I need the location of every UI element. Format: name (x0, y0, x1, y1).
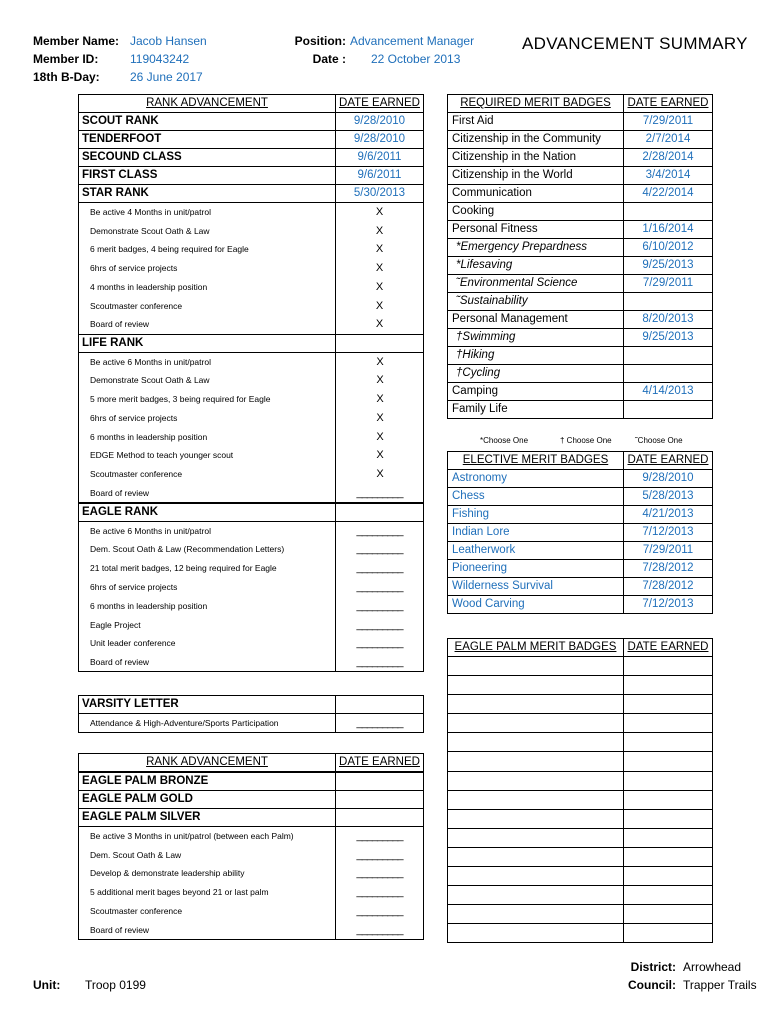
requirement-mark[interactable]: X (336, 352, 424, 371)
merit-badge-name: †Hiking (448, 347, 624, 365)
requirement-mark[interactable]: X (336, 221, 424, 240)
requirement-label: 6 merit badges, 4 being required for Eagle (79, 240, 336, 259)
bday-value: 26 June 2017 (130, 70, 203, 84)
rank-date[interactable]: 9/28/2010 (336, 131, 424, 149)
merit-badge-date[interactable] (624, 886, 713, 905)
merit-badge-date[interactable]: 7/29/2011 (624, 275, 713, 293)
merit-badge-name: Citizenship in the Nation (448, 149, 624, 167)
council-value: Trapper Trails (683, 978, 757, 992)
requirement-label: EDGE Method to teach younger scout (79, 446, 336, 465)
merit-badge-name: First Aid (448, 113, 624, 131)
merit-badge-name: Communication (448, 185, 624, 203)
requirement-mark[interactable]: X (336, 390, 424, 409)
requirement-mark[interactable]: _________ (336, 559, 424, 578)
merit-badge-date[interactable] (624, 676, 713, 695)
rank-name: TENDERFOOT (79, 131, 336, 149)
merit-badge-name[interactable] (448, 828, 624, 847)
varsity-date-cell[interactable] (336, 696, 424, 714)
merit-badge-date[interactable]: 7/29/2011 (624, 113, 713, 131)
requirement-mark[interactable]: X (336, 446, 424, 465)
rank-date[interactable] (336, 334, 424, 352)
merit-badge-date[interactable]: 4/21/2013 (624, 506, 713, 524)
merit-badge-name[interactable] (448, 733, 624, 752)
palm-name: EAGLE PALM SILVER (79, 809, 336, 827)
merit-badge-date[interactable] (624, 847, 713, 866)
merit-badge-name: †Cycling (448, 365, 624, 383)
varsity-title: VARSITY LETTER (79, 696, 336, 714)
merit-badge-date[interactable] (624, 293, 713, 311)
rank-date[interactable] (336, 503, 424, 522)
merit-badge-date[interactable]: 4/14/2013 (624, 383, 713, 401)
requirement-label: Scoutmaster conference (79, 902, 336, 921)
rank-col-header: RANK ADVANCEMENT (79, 754, 336, 773)
merit-badge-name: ˜Environmental Science (448, 275, 624, 293)
position-labels (294, 32, 346, 68)
merit-badge-date[interactable]: 7/28/2012 (624, 560, 713, 578)
merit-badge-date[interactable]: 9/25/2013 (624, 329, 713, 347)
requirement-mark[interactable]: _________ (336, 615, 424, 634)
merit-badge-name: Citizenship in the Community (448, 131, 624, 149)
requirement-label: Eagle Project (79, 615, 336, 634)
requirement-label: Dem. Scout Oath & Law (Recommendation Letters) (79, 540, 336, 559)
requirement-mark[interactable]: X (336, 259, 424, 278)
palm-name: EAGLE PALM BRONZE (79, 772, 336, 791)
rank-name: SCOUT RANK (79, 113, 336, 131)
merit-badge-name: Astronomy (448, 470, 624, 488)
merit-badge-name: Pioneering (448, 560, 624, 578)
merit-badge-name[interactable] (448, 771, 624, 790)
requirement-mark[interactable]: _________ (336, 864, 424, 883)
merit-badge-date[interactable]: 2/28/2014 (624, 149, 713, 167)
merit-badge-name: *Emergency Prepardness (448, 239, 624, 257)
member-id-value: 119043242 (130, 52, 190, 66)
merit-badge-name[interactable] (448, 809, 624, 828)
merit-badge-date[interactable] (624, 347, 713, 365)
merit-badge-date[interactable] (624, 924, 713, 943)
merit-badge-name[interactable] (448, 905, 624, 924)
merit-badge-date[interactable]: 6/10/2012 (624, 239, 713, 257)
requirement-mark[interactable]: X (336, 408, 424, 427)
merit-badge-name: Family Life (448, 401, 624, 419)
rank-date[interactable]: 9/28/2010 (336, 113, 424, 131)
merit-badge-name: Fishing (448, 506, 624, 524)
requirement-mark[interactable]: X (336, 296, 424, 315)
merit-badge-name[interactable] (448, 752, 624, 771)
requirement-label: 6hrs of service projects (79, 259, 336, 278)
rank-name: STAR RANK (79, 185, 336, 203)
requirement-label: Be active 6 Months in unit/patrol (79, 352, 336, 371)
merit-badge-date[interactable] (624, 790, 713, 809)
merit-badge-name: Indian Lore (448, 524, 624, 542)
palm-date[interactable] (336, 791, 424, 809)
merit-badge-name[interactable] (448, 867, 624, 886)
requirement-label: Unit leader conference (79, 634, 336, 653)
requirement-label: Scoutmaster conference (79, 465, 336, 484)
requirement-mark[interactable]: _________ (336, 827, 424, 846)
merit-badge-date[interactable] (624, 401, 713, 419)
requirement-label: Demonstrate Scout Oath & Law (79, 221, 336, 240)
merit-badge-date[interactable]: 1/16/2014 (624, 221, 713, 239)
requirement-mark[interactable]: _________ (336, 634, 424, 653)
requirement-label: 6 months in leadership position (79, 596, 336, 615)
requirement-label: Be active 4 Months in unit/patrol (79, 203, 336, 222)
varsity-letter-table (78, 695, 424, 733)
merit-badge-name: †Swimming (448, 329, 624, 347)
rank-col-header: RANK ADVANCEMENT (79, 95, 336, 113)
requirement-label: 5 additional merit bages beyond 21 or last palm (79, 883, 336, 902)
merit-badge-name: Personal Fitness (448, 221, 624, 239)
requirement-label: 5 more merit badges, 3 being required for Eagle (79, 390, 336, 409)
merit-badge-name: Personal Management (448, 311, 624, 329)
legend-star: *Choose One (480, 436, 529, 445)
merit-badge-date[interactable]: 9/25/2013 (624, 257, 713, 275)
merit-badge-name[interactable] (448, 676, 624, 695)
requirement-label: 4 months in leadership position (79, 278, 336, 297)
merit-badge-date[interactable] (624, 714, 713, 733)
unit-label: Unit: (33, 978, 61, 992)
merit-badge-date[interactable] (624, 828, 713, 847)
merit-badge-date[interactable]: 7/12/2013 (624, 596, 713, 614)
requirement-mark[interactable]: X (336, 203, 424, 222)
merit-badge-date[interactable] (624, 809, 713, 828)
requirement-label: 6hrs of service projects (79, 578, 336, 597)
requirement-mark[interactable]: X (336, 465, 424, 484)
requirement-mark[interactable]: _________ (336, 521, 424, 540)
merit-badge-name: *Lifesaving (448, 257, 624, 275)
merit-badge-name: Chess (448, 488, 624, 506)
required-badges-col-header: REQUIRED MERIT BADGES (448, 95, 624, 113)
requirement-mark[interactable]: _________ (336, 902, 424, 921)
requirement-label: Scoutmaster conference (79, 296, 336, 315)
merit-badge-name: Camping (448, 383, 624, 401)
merit-badge-date[interactable]: 4/22/2014 (624, 185, 713, 203)
merit-badge-name[interactable] (448, 886, 624, 905)
merit-badge-date[interactable] (624, 365, 713, 383)
requirement-mark[interactable]: _________ (336, 578, 424, 597)
merit-badge-name[interactable] (448, 924, 624, 943)
position-label: Position: (294, 34, 346, 48)
member-id-label: Member ID: (33, 52, 99, 66)
palm-name: EAGLE PALM GOLD (79, 791, 336, 809)
merit-badge-date[interactable] (624, 771, 713, 790)
rank-name: FIRST CLASS (79, 167, 336, 185)
requirement-label: Board of review (79, 484, 336, 503)
requirement-mark[interactable]: X (336, 371, 424, 390)
elective-merit-badges-table (447, 451, 713, 614)
requirement-mark[interactable]: X (336, 315, 424, 334)
requirement-mark[interactable]: X (336, 427, 424, 446)
varsity-mark[interactable]: _________ (336, 714, 424, 733)
required-merit-badges-table (447, 94, 713, 419)
legend-dagger: † Choose One (560, 436, 612, 445)
rank-advancement-table (78, 94, 424, 672)
requirement-label: Be active 6 Months in unit/patrol (79, 521, 336, 540)
date-earned-col-header: DATE EARNED (336, 754, 424, 773)
merit-badge-date[interactable]: 8/20/2013 (624, 311, 713, 329)
merit-badge-date[interactable]: 7/12/2013 (624, 524, 713, 542)
merit-badge-name: Wood Carving (448, 596, 624, 614)
requirement-mark[interactable]: _________ (336, 883, 424, 902)
requirement-label: Develop & demonstrate leadership ability (79, 864, 336, 883)
elective-badges-col-header: ELECTIVE MERIT BADGES (448, 452, 624, 470)
date-value: 22 October 2013 (371, 52, 461, 66)
requirement-mark[interactable]: _________ (336, 484, 424, 503)
member-name-label: Member Name: (33, 34, 120, 48)
member-name-value: Jacob Hansen (130, 34, 207, 48)
requirement-label: Demonstrate Scout Oath & Law (79, 371, 336, 390)
palm-rank-table (78, 753, 424, 940)
date-earned-col-header: DATE EARNED (624, 639, 713, 657)
member-values (130, 32, 207, 86)
merit-badge-name[interactable] (448, 847, 624, 866)
merit-badge-date[interactable]: 7/28/2012 (624, 578, 713, 596)
merit-badge-date[interactable]: 2/7/2014 (624, 131, 713, 149)
requirement-mark[interactable]: _________ (336, 653, 424, 672)
palm-badges-col-header: EAGLE PALM MERIT BADGES (448, 639, 624, 657)
merit-badge-name[interactable] (448, 695, 624, 714)
requirement-label: Board of review (79, 315, 336, 334)
date-label: Date : (312, 52, 346, 66)
requirement-label: Dem. Scout Oath & Law (79, 845, 336, 864)
merit-badge-name[interactable] (448, 657, 624, 676)
requirement-mark[interactable]: _________ (336, 920, 424, 939)
rank-date[interactable]: 9/6/2011 (336, 149, 424, 167)
eagle-palm-merit-badges-table (447, 638, 713, 943)
rank-name: LIFE RANK (79, 334, 336, 352)
merit-badge-name: ˜Sustainability (448, 293, 624, 311)
merit-badge-name: Wilderness Survival (448, 578, 624, 596)
rank-date[interactable]: 5/30/2013 (336, 185, 424, 203)
merit-badge-date[interactable] (624, 733, 713, 752)
merit-badge-date[interactable] (624, 657, 713, 676)
merit-badge-name: Leatherwork (448, 542, 624, 560)
requirement-label: Be active 3 Months in unit/patrol (between each Palm) (79, 827, 336, 846)
requirement-label: 21 total merit badges, 12 being required for Eagle (79, 559, 336, 578)
date-earned-col-header: DATE EARNED (336, 95, 424, 113)
palm-date[interactable] (336, 809, 424, 827)
member-info (33, 32, 119, 86)
merit-badge-name: Citizenship in the World (448, 167, 624, 185)
requirement-label: Board of review (79, 653, 336, 672)
rank-name: SECOUND CLASS (79, 149, 336, 167)
rank-name: EAGLE RANK (79, 503, 336, 522)
unit-value: Troop 0199 (85, 978, 146, 992)
merit-badge-date[interactable] (624, 752, 713, 771)
rank-date[interactable]: 9/6/2011 (336, 167, 424, 185)
requirement-mark[interactable]: X (336, 240, 424, 259)
merit-badge-date[interactable]: 3/4/2014 (624, 167, 713, 185)
requirement-mark[interactable]: _________ (336, 596, 424, 615)
palm-date[interactable] (336, 772, 424, 791)
district-value: Arrowhead (683, 960, 742, 974)
varsity-req: Attendance & High-Adventure/Sports Participation (79, 714, 336, 733)
merit-badge-date[interactable] (624, 203, 713, 221)
requirement-mark[interactable]: X (336, 278, 424, 297)
requirement-label: Board of review (79, 920, 336, 939)
merit-badge-name: Cooking (448, 203, 624, 221)
requirement-label: 6hrs of service projects (79, 408, 336, 427)
merit-badge-date[interactable]: 5/28/2013 (624, 488, 713, 506)
merit-badge-name[interactable] (448, 714, 624, 733)
position-values (350, 32, 474, 68)
position-value: Advancement Manager (350, 34, 475, 48)
requirement-mark[interactable]: _________ (336, 845, 424, 864)
merit-badge-date[interactable] (624, 867, 713, 886)
date-earned-col-header: DATE EARNED (624, 95, 713, 113)
page-title: ADVANCEMENT SUMMARY (522, 34, 748, 53)
merit-badge-name[interactable] (448, 790, 624, 809)
legend-tilde: ˜Choose One (635, 436, 683, 445)
merit-badge-date[interactable] (624, 695, 713, 714)
merit-badge-date[interactable]: 9/28/2010 (624, 470, 713, 488)
district-label: District: (630, 960, 676, 974)
merit-badge-date[interactable] (624, 905, 713, 924)
merit-badge-date[interactable]: 7/29/2011 (624, 542, 713, 560)
requirement-mark[interactable]: _________ (336, 540, 424, 559)
bday-label: 18th B-Day: (33, 70, 100, 84)
council-label: Council: (628, 978, 676, 992)
requirement-label: 6 months in leadership position (79, 427, 336, 446)
date-earned-col-header: DATE EARNED (624, 452, 713, 470)
